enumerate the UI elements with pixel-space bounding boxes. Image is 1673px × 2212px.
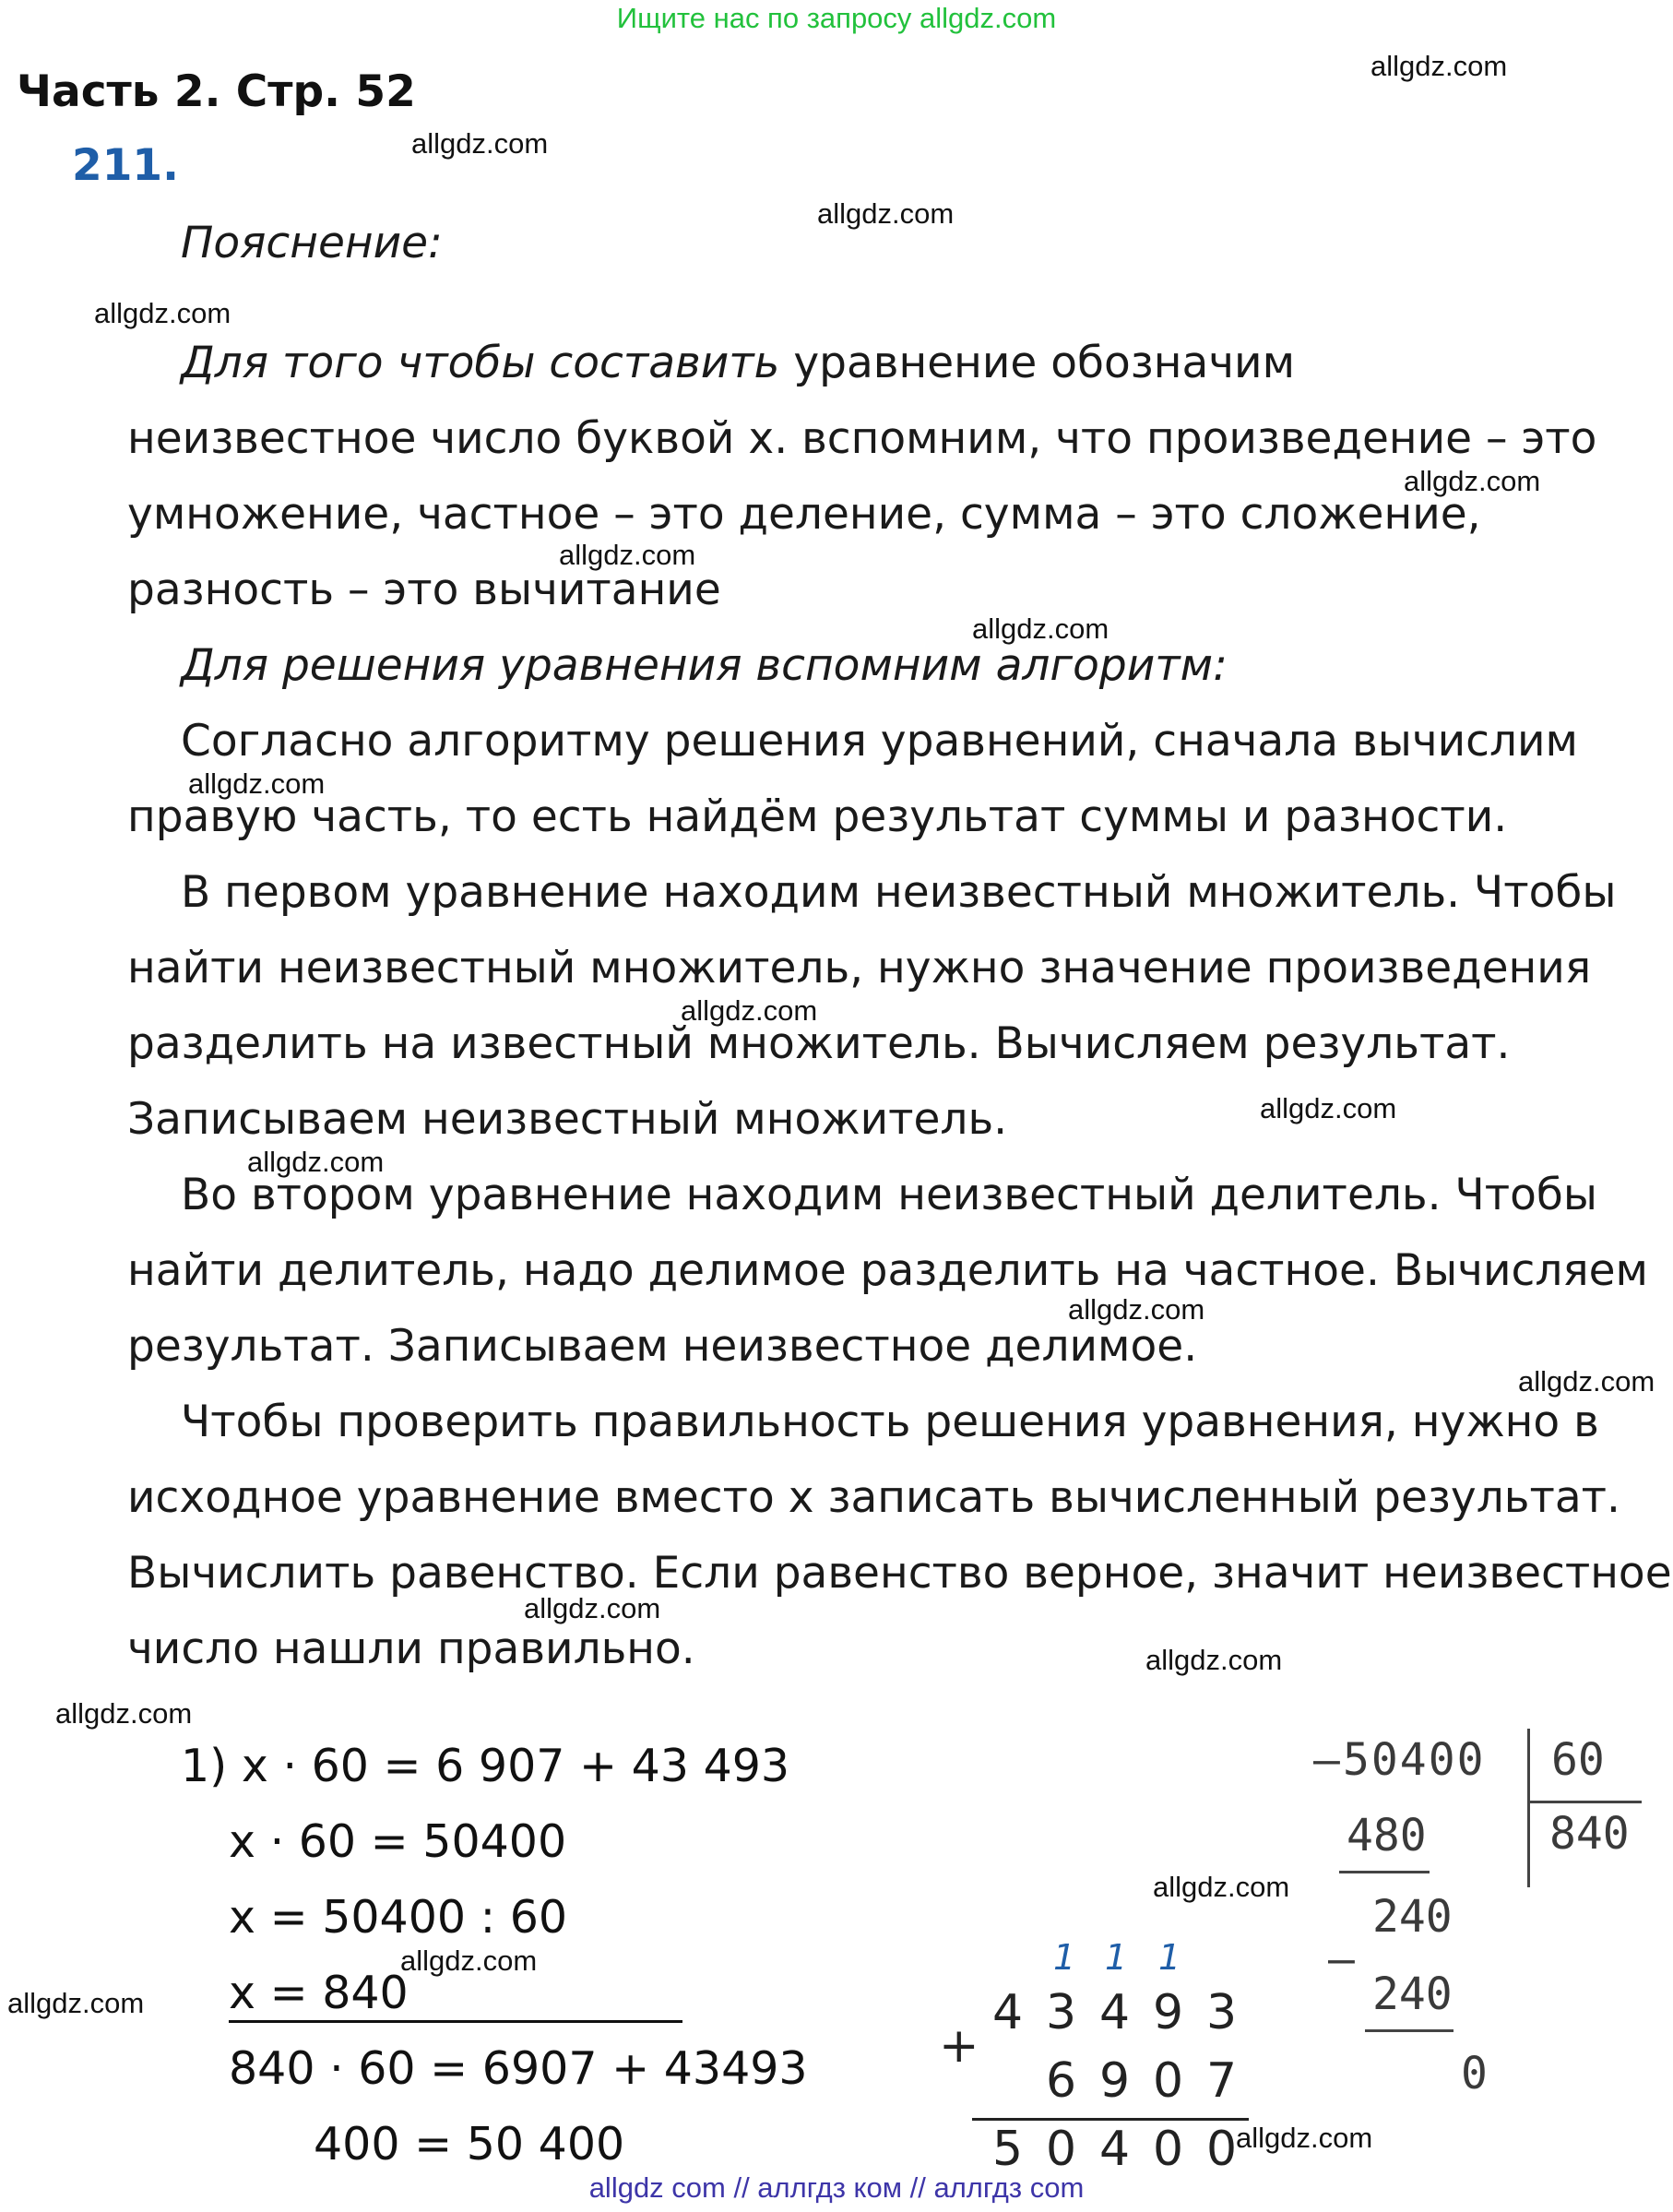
watermark: allgdz.com <box>7 1987 145 2019</box>
footer-watermark: allgdz com // аллгдз ком // аллгдз com <box>588 2171 1085 2204</box>
minus-sign: – <box>1328 1933 1355 1985</box>
explanation-line: правую часть, то есть найдём результат суммы и разности. <box>127 791 1508 842</box>
equation-answer: х = 840 <box>229 1967 409 2019</box>
explanation-line: Записываем неизвестный множитель. <box>127 1094 1008 1145</box>
equation-line: х = 50400 : 60 <box>229 1891 568 1944</box>
division-bracket-horizontal <box>1527 1801 1642 1803</box>
watermark: allgdz.com <box>972 612 1109 645</box>
sum-line <box>972 2118 1249 2121</box>
explanation-line <box>181 338 1295 388</box>
addend-digit: 4 <box>992 1985 1024 2040</box>
carry-digit: 1 <box>1053 1937 1076 1978</box>
addend-digit: 9 <box>1153 1985 1184 2040</box>
explanation-line: число нашли правильно. <box>127 1623 695 1674</box>
task-number: 211. <box>72 140 179 191</box>
subtraction-line <box>1365 2029 1453 2032</box>
watermark: allgdz.com <box>1068 1293 1205 1326</box>
explanation-line: результат. Записываем неизвестное делимое. <box>127 1321 1198 1372</box>
partial-product: 480 <box>1347 1810 1427 1861</box>
watermark: allgdz.com <box>817 197 955 230</box>
addend-digit: 0 <box>1153 2053 1184 2109</box>
watermark: allgdz.com <box>681 994 818 1027</box>
equation-line: 400 = 50 400 <box>314 2118 625 2170</box>
search-banner: Ищите нас по запросу allgdz.com <box>616 2 1057 34</box>
plus-sign: + <box>939 2018 979 2074</box>
explanation-line: Во втором уравнение находим неизвестный делитель. Чтобы <box>181 1170 1597 1220</box>
subtraction-line <box>1339 1871 1430 1873</box>
remainder: 240 <box>1372 1891 1453 1943</box>
answer-underline <box>229 2020 682 2023</box>
equation-line: 840 · 60 = 6907 + 43493 <box>229 2042 808 2095</box>
explanation-line: Согласно алгоритму решения уравнений, сначала вычислим <box>181 716 1579 767</box>
watermark: allgdz.com <box>1145 1644 1283 1676</box>
watermark: allgdz.com <box>1153 1871 1290 1903</box>
watermark: allgdz.com <box>94 297 231 329</box>
partial-product: 240 <box>1372 1968 1453 2020</box>
watermark: allgdz.com <box>1518 1365 1655 1397</box>
explanation-line: разность – это вычитание <box>127 565 721 615</box>
watermark: allgdz.com <box>247 1146 385 1178</box>
page-title: Часть 2. Стр. 52 <box>17 66 416 117</box>
sum-digit: 4 <box>1099 2122 1131 2177</box>
algorithm-heading: Для решения уравнения вспомним алгоритм: <box>181 640 1228 691</box>
sum-digit: 0 <box>1046 2122 1077 2177</box>
equation-line: 1) х · 60 = 6 907 + 43 493 <box>181 1740 790 1792</box>
explanation-italic-phrase: Для того чтобы составить <box>181 338 780 388</box>
division-bracket-vertical <box>1527 1729 1530 1887</box>
sum-digit: 0 <box>1206 2122 1238 2177</box>
watermark: allgdz.com <box>400 1944 538 1977</box>
addend-digit: 3 <box>1046 1985 1077 2040</box>
addend-digit: 7 <box>1206 2053 1238 2109</box>
explanation-line: В первом уравнение находим неизвестный множитель. Чтобы <box>181 867 1617 918</box>
addend-digit: 3 <box>1206 1985 1238 2040</box>
carry-digit: 1 <box>1105 1937 1128 1978</box>
final-remainder: 0 <box>1461 2048 1488 2099</box>
watermark: allgdz.com <box>188 767 326 800</box>
watermark: allgdz.com <box>524 1592 661 1624</box>
addend-digit: 9 <box>1099 2053 1131 2109</box>
explanation-line: Чтобы проверить правильность решения уравнения, нужно в <box>181 1397 1599 1447</box>
watermark: allgdz.com <box>559 539 696 571</box>
equation-line: х · 60 = 50400 <box>229 1815 567 1868</box>
addend-digit: 4 <box>1099 1985 1131 2040</box>
explanation-heading: Пояснение: <box>181 218 443 268</box>
divisor: 60 <box>1551 1734 1605 1786</box>
dividend: 50400 <box>1343 1734 1486 1786</box>
explanation-line: неизвестное число буквой х. вспомним, что произведение – это <box>127 413 1597 464</box>
watermark: allgdz.com <box>1370 50 1508 82</box>
explanation-line: разделить на известный множитель. Вычисляем результат. <box>127 1018 1511 1069</box>
sum-digit: 5 <box>992 2122 1024 2177</box>
explanation-line: найти делитель, надо делимое разделить на частное. Вычисляем <box>127 1245 1649 1296</box>
explanation-line: найти неизвестный множитель, нужно значение произведения <box>127 943 1592 993</box>
watermark: allgdz.com <box>1404 465 1541 497</box>
sum-digit: 0 <box>1153 2122 1184 2177</box>
addend-digit: 6 <box>1046 2053 1077 2109</box>
carry-digit: 1 <box>1158 1937 1181 1978</box>
explanation-line: умножение, частное – это деление, сумма – это сложение, <box>127 489 1481 540</box>
explanation-line: исходное уравнение вместо х записать вычисленный результат. <box>127 1472 1620 1523</box>
watermark: allgdz.com <box>411 127 549 160</box>
watermark: allgdz.com <box>1260 1092 1397 1124</box>
explanation-line: Вычислить равенство. Если равенство верное, значит неизвестное <box>127 1548 1672 1599</box>
explanation-text: уравнение обозначим <box>779 338 1296 388</box>
watermark: allgdz.com <box>55 1697 193 1730</box>
watermark: allgdz.com <box>1236 2122 1373 2154</box>
quotient: 840 <box>1549 1808 1630 1860</box>
minus-sign: – <box>1313 1734 1340 1786</box>
